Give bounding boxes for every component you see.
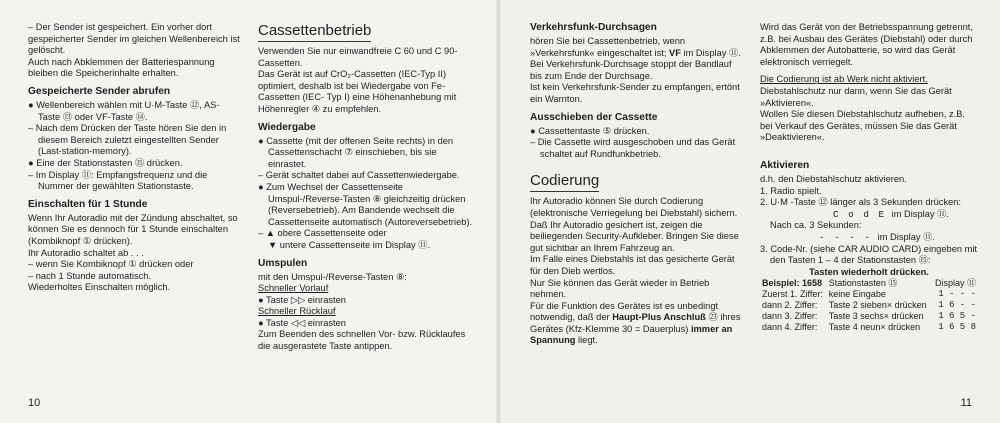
paragraph: Im Falle eines Diebstahls ist das gesicherte Gerät für den Dieb wertlos.: [530, 254, 735, 276]
activate-heading: Aktivieren: [760, 159, 810, 171]
example-display: Display ⑪: [934, 278, 976, 289]
cell: Zuerst 1. Ziffer:: [762, 289, 823, 300]
left-col-1: [28, 22, 240, 294]
cell: Taste 3 sechs× drücken: [828, 311, 924, 322]
recall-heading: Gespeicherte Sender abrufen: [28, 85, 171, 97]
stored-note: – Der Sender ist gespeichert. Ein vorher dort gespeicherter Sender im gleichen Wellenbereich ist gelöscht.: [28, 22, 240, 56]
repeat-keys-note: Tasten wiederholt drücken.: [809, 266, 929, 277]
right-col-1: [530, 22, 746, 347]
left-col-2: [258, 22, 476, 353]
paragraph: Verwenden Sie nur einwandfreie C 60 und C 90-Cassetten.: [258, 46, 458, 68]
one-hour-heading: Einschalten für 1 Stunde: [28, 198, 148, 210]
list-item: – Gerät schaltet dabei auf Cassettenwiedergabe.: [258, 170, 460, 181]
page-number-left: 10: [28, 397, 41, 409]
list-item: – Nach dem Drücken der Taste hören Sie den in diesem Bereich zuletzt eingestellten Sender (Last-station-memory).: [28, 123, 227, 157]
table-header-row: [760, 278, 978, 289]
cell: 1 - - -: [938, 289, 976, 300]
text-span: immer an Spannung: [530, 323, 733, 346]
cell: Taste 4 neun× drücken: [828, 322, 921, 333]
page-number-right: 11: [960, 397, 972, 409]
rewind-heading: Umspulen: [258, 257, 308, 269]
playback-heading: Wiedergabe: [258, 121, 316, 133]
paragraph: [530, 301, 746, 347]
cell: dann 2. Ziffer:: [762, 300, 818, 311]
paragraph: Wenn Ihr Autoradio mit der Zündung abschaltet, so können Sie es dennoch für 1 Stunde einschalten (Kombiknopf ① drücken).: [28, 212, 238, 246]
list-item: – nach 1 Stunde automatisch.: [28, 270, 152, 281]
paragraph: Nur Sie können das Gerät wieder in Betrieb nehmen.: [530, 277, 710, 300]
coding-heading: Codierung: [530, 172, 599, 192]
text-span: Für die Funktion des Gerätes ist es unbedingt notwendig, daß der: [530, 300, 719, 323]
list-item: ● Taste ◁◁ einrasten: [258, 317, 346, 328]
paragraph: d.h. den Diebstahlschutz aktivieren.: [760, 173, 907, 184]
example-label: Beispiel: 1658: [762, 278, 823, 289]
traffic-heading: Verkehrsfunk-Durchsagen: [530, 22, 657, 33]
text-span: VF: [669, 47, 681, 58]
list-item: – wenn Sie Kombiknopf ① drücken oder: [28, 259, 194, 270]
cell: dann 3. Ziffer:: [762, 311, 818, 322]
text-span: im Display ⑪.: [877, 231, 935, 242]
cell: Taste 2 sieben× drücken: [828, 300, 927, 311]
list-item: – Im Display ⑪: Empfangsfrequenz und die Nummer der gewählten Stationstaste.: [28, 169, 208, 192]
text-span: hören Sie bei Cassettenbetrieb, wenn »Verkehrsfunk« eingeschaltet ist;: [530, 36, 686, 58]
code-example-table: [760, 278, 978, 333]
display-readout: C o d E: [833, 208, 887, 220]
paragraph: Ihr Autoradio können Sie durch Codierung (elektronische Verriegelung bei Diebstahl) sichern.: [530, 196, 738, 218]
fast-forward-label: Schneller Vorlauf: [258, 283, 329, 294]
step: 1. Radio spielt.: [760, 185, 822, 196]
display-line: [760, 232, 978, 244]
battery-note: Auch nach Abklemmen der Batteriespannung bleiben die Speicherinhalte erhalten.: [28, 56, 215, 79]
spacer: [760, 144, 978, 154]
list-item: – ▲ obere Cassettenseite oder: [258, 228, 387, 239]
paragraph: [530, 36, 746, 59]
step: 3. Code-Nr. (siehe CAR AUDIO CARD) eingeben mit den Tasten 1 – 4 der Stationstasten ⑮:: [760, 243, 978, 266]
paragraph: Daß Ihr Autoradio gesichert ist, zeigen die beiliegenden Security-Aufkleber. Bringen Sie diese gut sichtbar an Ihrem Fahrzeug an.: [530, 219, 739, 253]
list-item: ● Eine der Stationstasten ⑮ drücken.: [28, 157, 183, 168]
spacer: [530, 160, 746, 172]
paragraph: Zum Beenden des schnellen Vor- bzw. Rücklaufes die ausgerastete Taste antippen.: [258, 329, 466, 352]
table-row: [760, 300, 978, 311]
cell: 1 6 5 8: [938, 322, 976, 333]
cell: keine Eingabe: [828, 289, 886, 300]
display-readout: - - - -: [819, 231, 873, 243]
right-page: [500, 0, 1000, 423]
text-span: ㉓ ihres Gerätes (Kfz-Klemme 30 = Dauerplus): [530, 312, 741, 334]
right-col-2: [760, 22, 978, 333]
paragraph: Das Gerät ist auf CrO₂-Cassetten (IEC-Typ II) optimiert, deshalb ist bei Wiedergabe von Fe-Cassetten (IEC- Typ I) eine Höhenanhebung mit Höhenregler ④ zu empfehlen.: [258, 69, 457, 114]
text-span: liegt.: [575, 335, 598, 346]
list-item: ● Taste ▷▷ einrasten: [258, 294, 346, 305]
table-row: [760, 311, 978, 322]
list-item: ● Cassette (mit der offenen Seite rechts) in den Cassettenschacht ⑦ einschieben, bis sie einrastet.: [258, 135, 454, 169]
paragraph: Wiederholtes Einschalten möglich.: [28, 282, 171, 293]
text-span: Haupt-Plus Anschluß: [612, 312, 706, 323]
step: Nach ca. 3 Sekunden:: [770, 220, 862, 231]
fast-rewind-label: Schneller Rücklauf: [258, 306, 336, 317]
text-span: im Display ⑪.: [891, 208, 949, 219]
text-span: im Display ⑪.: [680, 47, 741, 58]
cell: 1 6 - -: [938, 300, 976, 311]
paragraph: Diebstahlschutz nur dann, wenn Sie das Gerät »Aktivieren«.: [760, 85, 952, 108]
cassette-heading: Cassettenbetrieb: [258, 22, 371, 42]
list-item: ● Cassettentaste ⑤ drücken.: [530, 125, 650, 136]
table-row: [760, 289, 978, 300]
list-item: ● Wellenbereich wählen mit U·M-Taste ⑫, AS-Taste ⑬ oder VF-Taste ⑭.: [28, 99, 220, 122]
paragraph: Ist kein Verkehrsfunk-Sender zu empfangen, ertönt ein Warnton.: [530, 82, 740, 104]
display-line: [760, 209, 978, 221]
list-item: ● Zum Wechsel der Cassettenseite Umspul-/Reverse-Tasten ⑧ gleichzeitig drücken (Reversebetrieb). Am Bandende wechselt die Cassettenseite automatisch (Autoreversebetrieb).: [258, 181, 473, 227]
paragraph: Wollen Sie diesen Diebstahlschutz aufheben, z.B. bei Verkauf des Gerätes, müssen Sie das Gerät »Deaktivieren«.: [760, 109, 965, 143]
paragraph: mit den Umspul-/Reverse-Tasten ⑧:: [258, 271, 407, 282]
factory-note: Die Codierung ist ab Werk nicht aktiviert.: [760, 74, 928, 85]
cell: 1 6 5 -: [938, 311, 976, 322]
eject-heading: Ausschieben der Cassette: [530, 111, 658, 123]
table-row: [760, 322, 978, 333]
list-item: – Die Cassette wird ausgeschoben und das Gerät schaltet auf Rundfunkbetrieb.: [530, 137, 736, 159]
paragraph: Ihr Autoradio schaltet ab . . .: [28, 247, 144, 258]
paragraph: Wird das Gerät von der Betriebsspannung getrennt, z.B. bei Ausbau des Gerätes (Diebstahl) oder durch Abklemmen der Autobatterie, so wird das Gerät elektronisch verriegelt.: [760, 22, 973, 67]
cell: dann 4. Ziffer:: [762, 322, 818, 333]
step: 2. U·M -Taste ⑫ länger als 3 Sekunden drücken:: [760, 197, 962, 208]
list-item: ▼ untere Cassettenseite im Display ⑪.: [268, 239, 431, 250]
paragraph: Bei Verkehrsfunk-Durchsage stoppt der Bandlauf bis zum Ende der Durchsage.: [530, 59, 732, 81]
example-keys: Stationstasten ⑮: [828, 278, 898, 289]
